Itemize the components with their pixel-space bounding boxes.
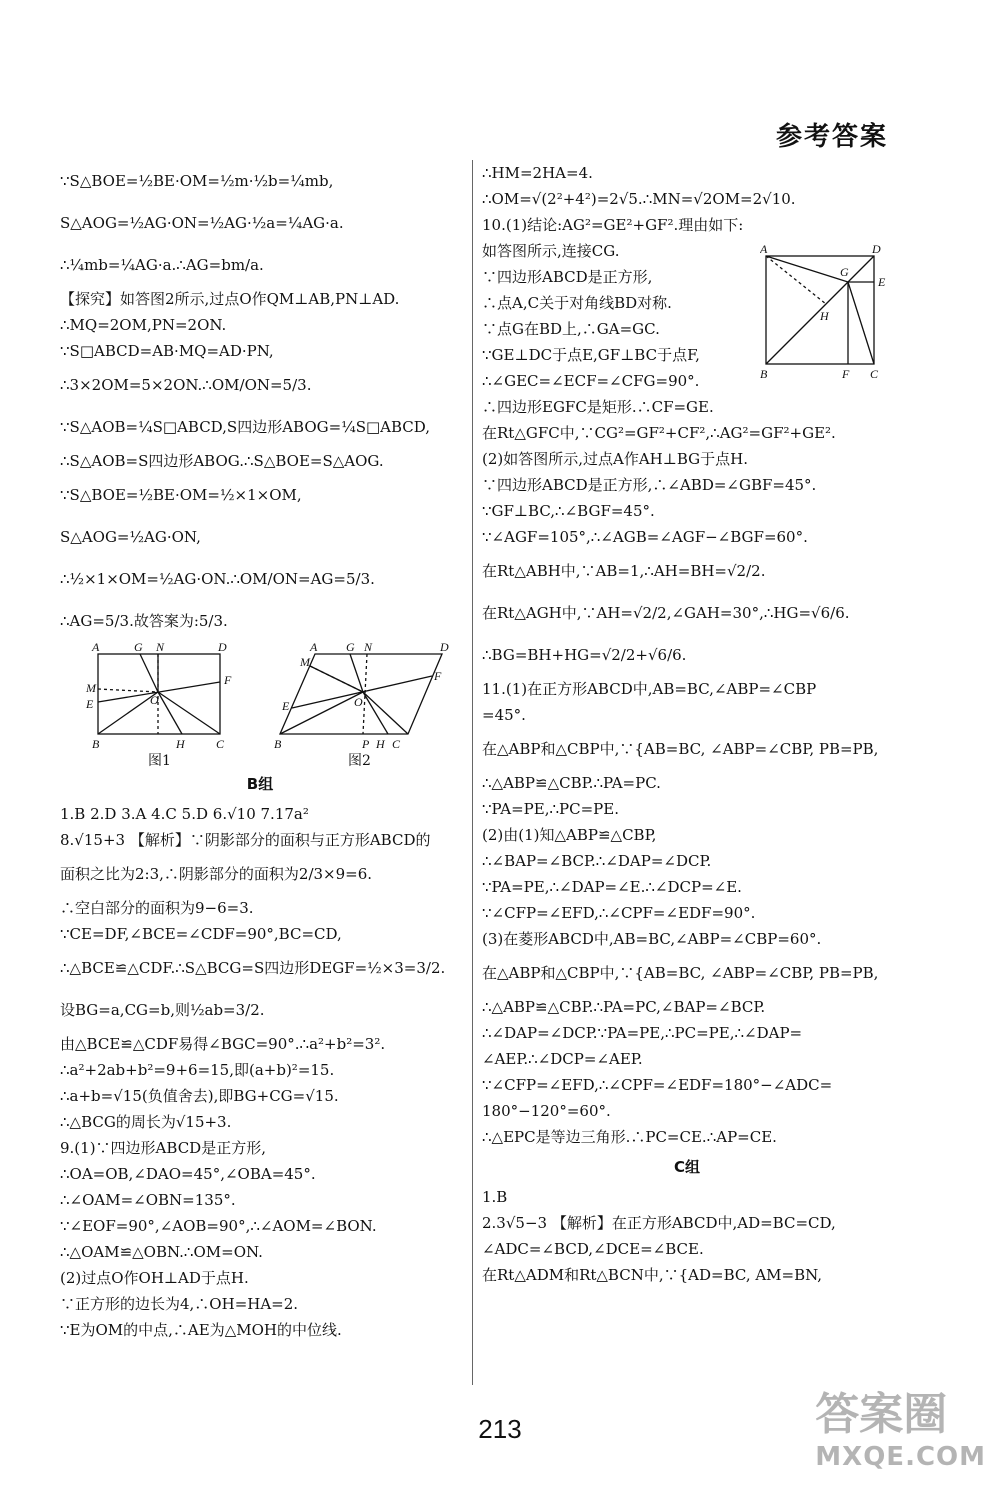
text-line: ∴a²+2ab+b²=9+6=15,即(a+b)²=15. [60, 1061, 335, 1079]
text-line: ∵S△BOE=½BE·OM=½×1×OM, [60, 486, 302, 504]
figure-caption-1: 图1 [148, 753, 171, 769]
text-line: 在Rt△ABH中,∵AB=1,∴AH=BH=√2/2. [482, 562, 766, 580]
text-line: ∴△BCE≌△CDF.∴S△BCG=S四边形DEGF=½×3=3/2. [60, 959, 446, 977]
text-line: ∵∠CFP=∠EFD,∴∠CPF=∠EDF=180°−∠ADC= [482, 1076, 833, 1094]
text-line: ∴∠OAM=∠OBN=135°. [60, 1191, 236, 1209]
text-line: 在△ABP和△CBP中,∵{AB=BC, ∠ABP=∠CBP, PB=PB, [482, 740, 879, 758]
figure-pair [60, 642, 460, 767]
svg-text:C: C [216, 737, 225, 751]
text-line: ∴△OAM≌△OBN.∴OM=ON. [60, 1243, 263, 1261]
svg-text:P: P [362, 737, 370, 751]
svg-text:N: N [156, 642, 165, 654]
section-heading-c: C组 [673, 1158, 700, 1176]
text-line: 【探究】如答图2所示,过点O作QM⊥AB,PN⊥AD. [60, 290, 400, 308]
text-line: ∴a+b=√15(负值舍去),即BG+CG=√15. [60, 1087, 339, 1105]
text-line: ∴¼mb=¼AG·a.∴AG=bm/a. [60, 256, 264, 274]
text-line: ∵E为OM的中点,∴AE为△MOH的中位线. [60, 1321, 342, 1339]
left-column [60, 160, 460, 1343]
text-line: 在Rt△AGH中,∵AH=√2/2,∠GAH=30°,∴HG=√6/6. [482, 604, 850, 622]
page-number: 213 [478, 1414, 522, 1444]
svg-text:D: D [872, 242, 881, 256]
text-line: ∴3×2OM=5×2ON.∴OM/ON=5/3. [60, 376, 312, 394]
text-line: S△AOG=½AG·ON, [60, 528, 201, 546]
figure-caption-2: 图2 [348, 753, 371, 769]
text-line: =45°. [482, 706, 526, 724]
svg-text:A: A [310, 642, 318, 654]
svg-text:M: M [300, 655, 310, 669]
watermark-logo [815, 1378, 986, 1472]
text-line: ∵四边形ABCD是正方形,∴∠ABD=∠GBF=45°. [482, 476, 817, 494]
svg-text:H: H [820, 309, 829, 323]
text-line: ∴S△AOB=S四边形ABOG.∴S△BOE=S△AOG. [60, 452, 384, 470]
text-line: 面积之比为2:3,∴阴影部分的面积为2/3×9=6. [60, 865, 373, 883]
svg-text:M: M [86, 681, 96, 695]
text-line: ∴HM=2HA=4. [482, 164, 593, 182]
svg-text:E: E [282, 699, 290, 713]
svg-text:G: G [346, 642, 355, 654]
text-line: 1.B 2.D 3.A 4.C 5.D 6.√10 7.17a² [60, 805, 309, 823]
watermark-url: MXQE.COM [815, 1442, 986, 1472]
text-line: ∵∠EOF=90°,∠AOB=90°,∴∠AOM=∠BON. [60, 1217, 377, 1235]
text-line: 9.(1)∵四边形ABCD是正方形, [60, 1139, 266, 1157]
text-line: ∴∠GEC=∠ECF=∠CFG=90°. [482, 372, 700, 390]
text-line: 2.3√5−3 【解析】在正方形ABCD中,AD=BC=CD, [482, 1214, 836, 1232]
svg-text:B: B [92, 737, 100, 751]
svg-text:D: D [440, 642, 449, 654]
text-line: 在Rt△ADM和Rt△BCN中,∵{AD=BC, AM=BN, [482, 1266, 823, 1284]
page-header-title: 参考答案 [775, 122, 888, 152]
text-line: ∵∠AGF=105°,∴∠AGB=∠AGF−∠BGF=60°. [482, 528, 808, 546]
svg-text:C: C [870, 367, 879, 381]
text-line: (3)在菱形ABCD中,AB=BC,∠ABP=∠CBP=60°. [482, 930, 822, 948]
text-line: 8.√15+3 【解析】∵阴影部分的面积与正方形ABCD的 [60, 831, 431, 849]
svg-text:F: F [224, 673, 232, 687]
text-line: 11.(1)在正方形ABCD中,AB=BC,∠ABP=∠CBP [482, 680, 817, 698]
text-line: 10.(1)结论:AG²=GE²+GF².理由如下: [482, 216, 744, 234]
text-line: (2)过点O作OH⊥AD于点H. [60, 1269, 249, 1287]
text-line: ∴空白部分的面积为9−6=3. [60, 899, 254, 917]
svg-text:H: H [176, 737, 185, 751]
text-line: 1.B [482, 1188, 508, 1206]
svg-text:O: O [354, 695, 363, 709]
text-line: ∵S□ABCD=AB·MQ=AD·PN, [60, 342, 274, 360]
text-line: ∴OA=OB,∠DAO=45°,∠OBA=45°. [60, 1165, 316, 1183]
text-line: ∴△ABP≌△CBP.∴PA=PC. [482, 774, 661, 792]
svg-text:O: O [150, 693, 159, 707]
column-divider [472, 160, 473, 1385]
text-line: ∴½×1×OM=½AG·ON.∴OM/ON=AG=5/3. [60, 570, 375, 588]
text-line: ∴四边形EGFC是矩形.∴CF=GE. [482, 398, 714, 416]
svg-text:F: F [434, 669, 442, 683]
svg-text:A: A [92, 642, 100, 654]
svg-text:B: B [760, 367, 768, 381]
text-line: 在△ABP和△CBP中,∵{AB=BC, ∠ABP=∠CBP, PB=PB, [482, 964, 879, 982]
svg-text:A: A [760, 242, 768, 256]
text-line: (2)如答图所示,过点A作AH⊥BG于点H. [482, 450, 749, 468]
geometry-figures [70, 642, 450, 752]
text-line: 由△BCE≌△CDF易得∠BGC=90°.∴a²+b²=3². [60, 1035, 386, 1053]
text-line: 180°−120°=60°. [482, 1102, 611, 1120]
text-line: 设BG=a,CG=b,则½ab=3/2. [60, 1001, 265, 1019]
text-line: ∵PA=PE,∴∠DAP=∠E.∴∠DCP=∠E. [482, 878, 742, 896]
svg-text:E: E [878, 275, 886, 289]
text-line: ∵PA=PE,∴PC=PE. [482, 800, 619, 818]
svg-text:E: E [86, 697, 94, 711]
svg-text:C: C [392, 737, 401, 751]
text-line: ∵四边形ABCD是正方形, [482, 268, 653, 286]
text-line: ∵正方形的边长为4,∴OH=HA=2. [60, 1295, 299, 1313]
text-line: ∴AG=5/3.故答案为:5/3. [60, 612, 228, 630]
text-line: ∠ADC=∠BCD,∠DCE=∠BCE. [482, 1240, 704, 1258]
svg-text:D: D [218, 642, 227, 654]
text-line: (2)由(1)知△ABP≌△CBP, [482, 826, 657, 844]
text-line: ∴△ABP≌△CBP.∴PA=PC,∠BAP=∠BCP. [482, 998, 766, 1016]
text-line: ∠AEP.∴∠DCP=∠AEP. [482, 1050, 643, 1068]
text-line: ∴BG=BH+HG=√2/2+√6/6. [482, 646, 687, 664]
text-line: ∴∠DAP=∠DCP.∵PA=PE,∴PC=PE,∴∠DAP= [482, 1024, 803, 1042]
text-line: ∵CE=DF,∠BCE=∠CDF=90°,BC=CD, [60, 925, 342, 943]
svg-text:N: N [364, 642, 373, 654]
text-line: ∵S△AOB=¼S□ABCD,S四边形ABOG=¼S□ABCD, [60, 418, 431, 436]
svg-text:F: F [842, 367, 850, 381]
text-line: ∴△EPC是等边三角形.∴PC=CE.∴AP=CE. [482, 1128, 777, 1146]
svg-text:G: G [840, 265, 849, 279]
text-line: ∵GE⊥DC于点E,GF⊥BC于点F, [482, 346, 700, 364]
text-line: ∴OM=√(2²+4²)=2√5.∴MN=√2OM=2√10. [482, 190, 796, 208]
svg-text:H: H [376, 737, 385, 751]
text-line: ∵S△BOE=½BE·OM=½m·½b=¼mb, [60, 172, 334, 190]
text-line: ∴MQ=2OM,PN=2ON. [60, 316, 227, 334]
right-column [482, 160, 892, 1288]
text-line: ∴△BCG的周长为√15+3. [60, 1113, 232, 1131]
svg-text:B: B [274, 737, 282, 751]
watermark-text: 答案圈 [815, 1389, 948, 1440]
text-line: ∵GF⊥BC,∴∠BGF=45°. [482, 502, 655, 520]
text-line: ∴点A,C关于对角线BD对称. [482, 294, 672, 312]
svg-text:G: G [134, 642, 143, 654]
text-line: 在Rt△GFC中,∵CG²=GF²+CF²,∴AG²=GF²+GE². [482, 424, 836, 442]
text-line: ∵∠CFP=∠EFD,∴∠CPF=∠EDF=90°. [482, 904, 756, 922]
text-line: S△AOG=½AG·ON=½AG·½a=¼AG·a. [60, 214, 344, 232]
text-line: ∵点G在BD上,∴GA=GC. [482, 320, 660, 338]
text-line: ∴∠BAP=∠BCP.∴∠DAP=∠DCP. [482, 852, 712, 870]
section-heading-b: B组 [246, 775, 274, 793]
text-line: 如答图所示,连接CG. [482, 242, 620, 260]
